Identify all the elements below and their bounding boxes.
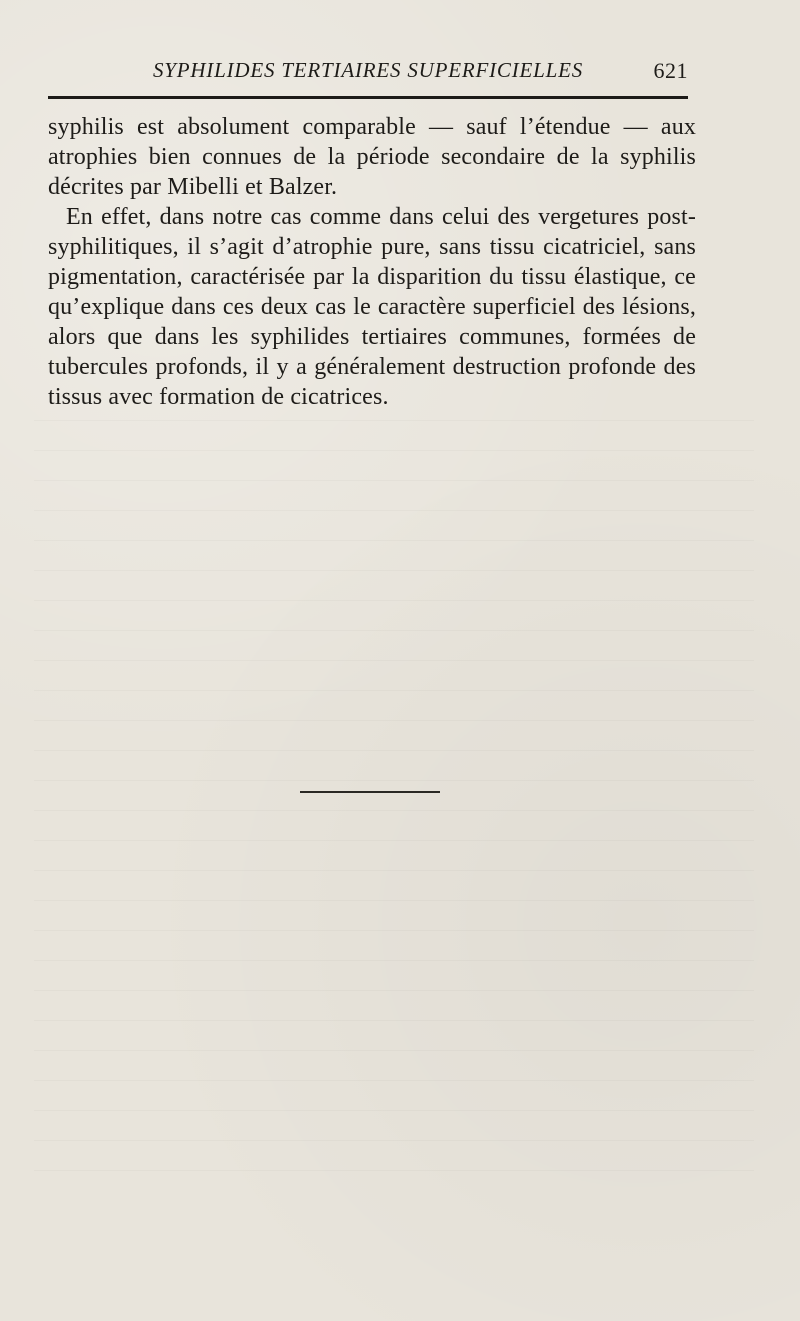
paragraph-2: En effet, dans notre cas comme dans celui des vergetures post-syphilitiques, il s’agit d’atrophie pure, sans tissu cicatriciel, sans pigmentation, caractérisée par la disparition du tissu élastique, ce qu’explique dans ces deux cas le caractère superficiel des lésions, alors que dans les syphilides tertiaires communes, formées de tubercules profonds, il y a généralement destruction profonde des tissus avec formation de cicatrices. (48, 204, 696, 410)
running-title: SYPHILIDES TERTIAIRES SUPERFICIELLES (152, 58, 584, 82)
page-show-through (34, 420, 754, 1190)
body-text (48, 112, 696, 412)
paragraph-1: syphilis est absolument comparable — sauf l’étendue — aux atrophies bien connues de la période secondaire de la syphilis décrites par Mibelli et Balzer. (48, 114, 696, 200)
page-number: 621 (653, 58, 688, 83)
section-end-rule (300, 791, 440, 793)
header-rule (48, 96, 688, 99)
page-header (48, 58, 688, 92)
